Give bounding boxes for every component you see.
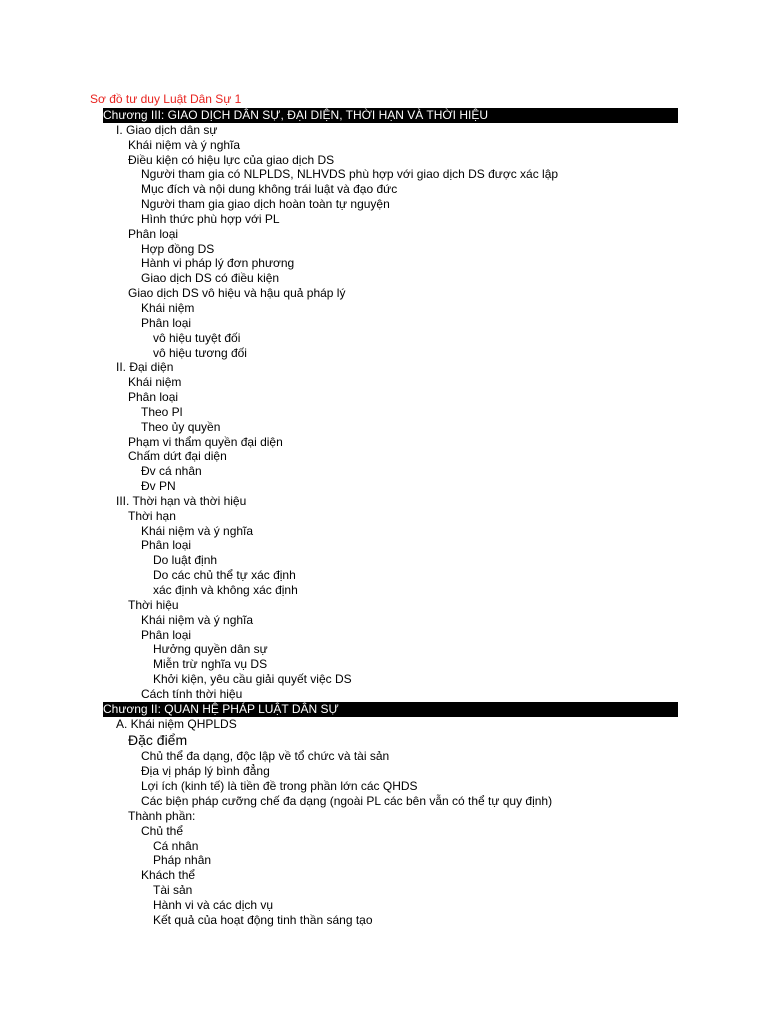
outline-item: Khái niệm và ý nghĩa: [141, 523, 254, 538]
outline-item: Chủ thể: [141, 823, 184, 838]
outline-item: Hưởng quyền dân sự: [153, 642, 268, 657]
outline-item: Phạm vi thẩm quyền đại diện: [128, 434, 283, 449]
outline-item: Do các chủ thể tự xác định: [153, 568, 296, 583]
outline-item: Phân loại: [141, 315, 192, 330]
outline-item: Đv cá nhân: [141, 464, 202, 479]
outline-item: Hành vi và các dịch vụ: [153, 897, 274, 912]
outline-tree: [103, 108, 678, 928]
outline-item: Pháp nhân: [153, 853, 212, 868]
outline-item: Cách tính thời hiệu: [141, 686, 243, 701]
outline-item: Khái niệm và ý nghĩa: [128, 137, 241, 152]
outline-item: Người tham gia giao dịch hoàn toàn tự nguyện: [141, 197, 390, 212]
outline-item: Hợp đồng DS: [141, 241, 215, 256]
chapter-heading: Chương III: GIAO DỊCH DÂN SỰ, ĐẠI DIỆN, THỜI HẠN VÀ THỜI HIỆU: [103, 108, 678, 123]
outline-item: Kết quả của hoạt động tinh thần sáng tạo: [153, 912, 373, 927]
outline-item: Theo ủy quyền: [141, 419, 221, 434]
outline-item: Giao dịch DS có điều kiện: [141, 271, 280, 286]
outline-item: Đặc điểm: [128, 732, 188, 749]
outline-item: Người tham gia có NLPLDS, NLHVDS phù hợp với giao dịch DS được xác lập: [141, 167, 559, 182]
outline-item: vô hiệu tuyệt đối: [153, 330, 241, 345]
outline-item: Do luật định: [153, 553, 218, 568]
document-title: Sơ đồ tư duy Luật Dân Sự 1: [90, 92, 242, 106]
outline-item: Miễn trừ nghĩa vụ DS: [153, 657, 268, 672]
outline-item: Hành vi pháp lý đơn phương: [141, 256, 295, 271]
outline-item: Hình thức phù hợp với PL: [141, 211, 280, 226]
outline-item: xác định và không xác định: [153, 583, 298, 597]
outline-item: Phân loại: [141, 627, 192, 642]
outline-item: Phân loại: [128, 226, 179, 241]
outline-item: Các biện pháp cưỡng chế đa dạng (ngoài PL các bên vẫn có thể tự quy định): [141, 793, 553, 808]
outline-item: A. Khái niệm QHPLDS: [116, 716, 237, 731]
outline-item: III. Thời hạn và thời hiệu: [116, 493, 247, 508]
outline-item: Cá nhân: [153, 838, 199, 853]
outline-item: Lợi ích (kinh tế) là tiền đề trong phần lớn các QHDS: [141, 779, 418, 794]
outline-item: Khởi kiện, yêu cầu giải quyết việc DS: [153, 672, 352, 687]
chapter-heading: Chương II: QUAN HỆ PHÁP LUẬT DÂN SỰ: [103, 702, 678, 717]
outline-item: Giao dịch DS vô hiệu và hậu quả pháp lý: [128, 286, 346, 301]
outline-item: Chấm dứt đại diện: [128, 449, 227, 464]
outline-item: Thành phần:: [128, 808, 196, 823]
outline-item: vô hiệu tương đối: [153, 345, 247, 360]
outline-item: Khách thể: [141, 868, 196, 883]
outline-item: Địa vị pháp lý bình đẳng: [141, 764, 270, 779]
outline-item: Mục đích và nội dung không trái luật và đạo đức: [141, 182, 398, 197]
outline-item: Điều kiện có hiệu lực của giao dịch DS: [128, 152, 335, 167]
outline-item: Thời hiệu: [128, 597, 179, 612]
outline-item: Khái niệm: [128, 375, 182, 390]
outline-item: Phân loại: [128, 390, 179, 405]
outline-item: Đv PN: [141, 479, 176, 494]
outline-item: Khái niệm và ý nghĩa: [141, 612, 254, 627]
outline-item: Chủ thể đa dạng, độc lập về tổ chức và tài sản: [141, 749, 390, 764]
outline-item: Thời hạn: [128, 508, 176, 523]
outline-item: II. Đại diện: [116, 360, 174, 375]
outline-item: Tài sản: [153, 883, 193, 898]
outline-item: I. Giao dịch dân sự: [116, 122, 218, 137]
outline-item: Theo Pl: [141, 404, 183, 419]
outline-item: Khái niệm: [141, 300, 195, 315]
outline-item: Phân loại: [141, 538, 192, 553]
